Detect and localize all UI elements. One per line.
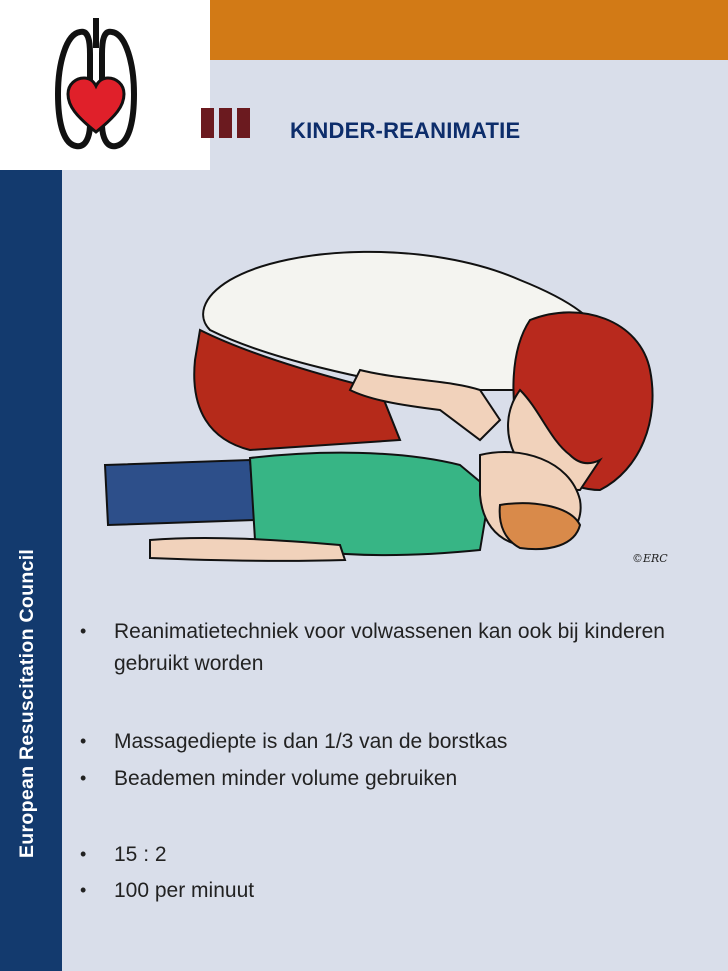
bullet-item	[80, 763, 700, 795]
title-decoration	[201, 108, 255, 138]
bullet-list	[80, 616, 700, 907]
bullet-item	[80, 875, 700, 907]
bullet-dot: •	[80, 731, 87, 751]
bullet-text: Massagediepte is dan 1/3 van de borstkas	[114, 730, 508, 753]
bullet-dot: •	[80, 880, 87, 900]
sidebar-organisation-label: European Resuscitation Council	[16, 548, 38, 858]
bullet-dot: •	[80, 844, 87, 864]
lungs-heart-logo-icon	[46, 14, 146, 156]
bullet-text: Reanimatietechniek voor volwassenen kan ook bij kinderen gebruikt worden	[114, 620, 665, 675]
page-title: KINDER-REANIMATIE	[290, 118, 521, 143]
bullet-dot: •	[80, 768, 87, 788]
bullet-item	[80, 726, 700, 758]
logo-panel	[0, 0, 210, 170]
bullet-text: 15 : 2	[114, 843, 167, 866]
bullet-item	[80, 839, 700, 871]
bullet-item	[80, 616, 700, 680]
bullet-text: Beademen minder volume gebruiken	[114, 767, 458, 790]
top-accent-bar	[210, 0, 728, 60]
bullet-text: 100 per minuut	[114, 879, 255, 902]
cpr-illustration-icon	[100, 240, 660, 570]
bullet-dot: •	[80, 621, 87, 641]
illustration-credit: ©ERC	[632, 552, 668, 565]
